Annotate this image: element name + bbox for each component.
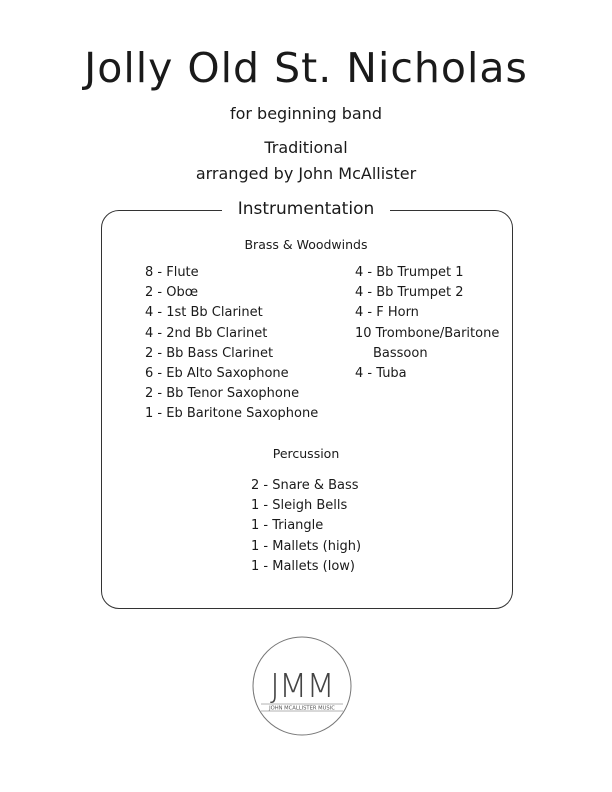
- subtitle: for beginning band: [229, 104, 383, 123]
- percussion-list: [251, 476, 361, 577]
- right-instrument-list: [355, 263, 499, 384]
- instrumentation-heading-wrap: [0, 199, 612, 219]
- instrument-item: 4 - Bb Trumpet 2: [355, 285, 464, 301]
- instrument-item: 2 - Obœ: [145, 285, 199, 301]
- instrument-item: 4 - Bb Trumpet 1: [355, 265, 464, 280]
- instrument-item: 6 - Eb Alto Saxophone: [145, 366, 289, 382]
- percussion-item: 2 - Snare & Bass: [251, 478, 359, 493]
- percussion-heading: Percussion: [272, 446, 340, 461]
- jmm-logo: [252, 636, 352, 736]
- instrument-item: 4 - F Horn: [355, 305, 419, 321]
- instrumentation-heading: Instrumentation: [222, 199, 391, 219]
- brass-woodwinds-heading: Brass & Woodwinds: [244, 237, 368, 252]
- percussion-item: 1 - Mallets (low): [251, 558, 355, 574]
- title: Jolly Old St. Nicholas: [84, 44, 528, 92]
- arranger: arranged by John McAllister: [195, 164, 417, 183]
- percussion-item: 1 - Triangle: [251, 518, 324, 534]
- instrument-item: 10 Trombone/Baritone: [355, 325, 500, 341]
- composer: Traditional: [264, 138, 348, 157]
- instrument-item: 4 - 2nd Bb Clarinet: [145, 325, 268, 341]
- instrument-item: 2 - Bb Tenor Saxophone: [145, 386, 300, 402]
- percussion-item: 1 - Sleigh Bells: [251, 498, 348, 514]
- instrument-item: 4 - Tuba: [355, 366, 407, 382]
- logo-text: JOHN MCALLISTER MUSIC: [269, 705, 335, 712]
- instrument-item: 1 - Eb Baritone Saxophone: [145, 406, 319, 422]
- instrument-item: 8 - Flute: [145, 265, 199, 280]
- left-instrument-list: [145, 263, 318, 425]
- instrument-item: 2 - Bb Bass Clarinet: [145, 345, 274, 361]
- instrument-item: 4 - 1st Bb Clarinet: [145, 305, 263, 321]
- logo-monogram: JMM: [270, 666, 334, 705]
- percussion-item: 1 - Mallets (high): [251, 538, 362, 554]
- instrument-item: Bassoon: [373, 345, 428, 361]
